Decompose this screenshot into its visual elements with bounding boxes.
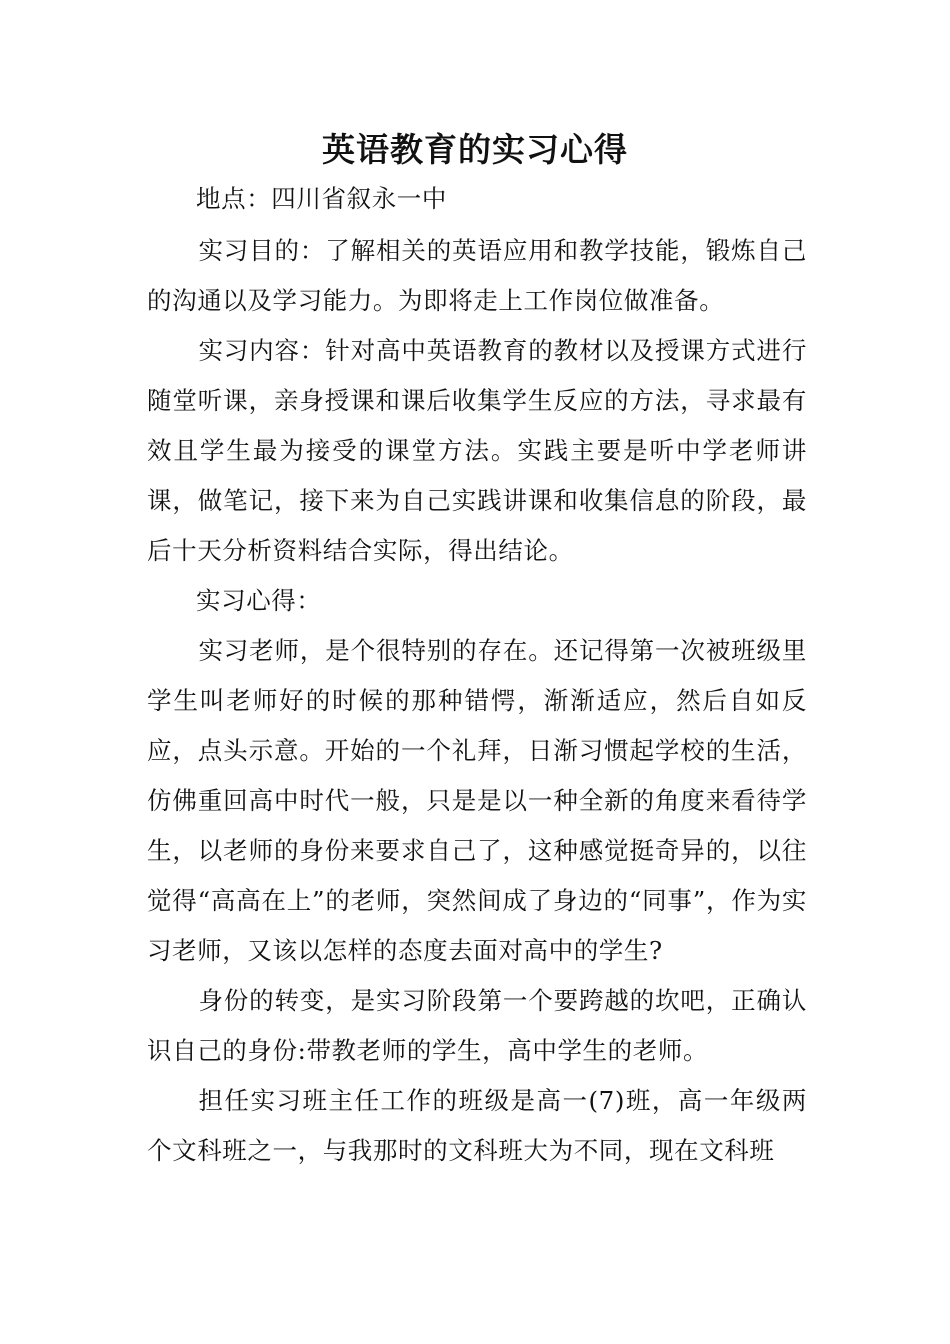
paragraph-reflection-heading: 实习心得： bbox=[196, 586, 322, 615]
paragraph-content: 实习内容：针对高中英语教育的教材以及授课方式进行随堂听课，亲身授课和课后收集学生反应的方法，寻求最有效且学生最为接受的课堂方法。实践主要是听中学老师讲课，做笔记，接下来为自己实践讲课和收集信息的阶段，最后十天分析资料结合实际，得出结论。 bbox=[147, 336, 807, 565]
document-title: 英语教育的实习心得 bbox=[322, 130, 628, 169]
paragraph-reflection-3: 担任实习班主任工作的班级是高一(7)班，高一年级两个文科班之一，与我那时的文科班大为不同，现在文科班 bbox=[147, 1086, 807, 1165]
document-body bbox=[147, 176, 807, 1176]
paragraph-purpose: 实习目的：了解相关的英语应用和教学技能，锻炼自己的沟通以及学习能力。为即将走上工作岗位做准备。 bbox=[147, 236, 807, 315]
paragraph-reflection-1: 实习老师，是个很特别的存在。还记得第一次被班级里学生叫老师好的时候的那种错愕，渐渐适应，然后自如反应，点头示意。开始的一个礼拜，日渐习惯起学校的生活，仿佛重回高中时代一般，只是是以一种全新的角度来看待学生，以老师的身份来要求自己了，这种感觉挺奇异的，以往觉得“高高在上”的老师，突然间成了身边的“同事”，作为实习老师，又该以怎样的态度去面对高中的学生? bbox=[147, 636, 807, 965]
paragraph-reflection-2: 身份的转变，是实习阶段第一个要跨越的坎吧，正确认识自己的身份:带教老师的学生，高中学生的老师。 bbox=[147, 986, 807, 1065]
paragraph-location: 地点：四川省叙永一中 bbox=[196, 184, 447, 213]
